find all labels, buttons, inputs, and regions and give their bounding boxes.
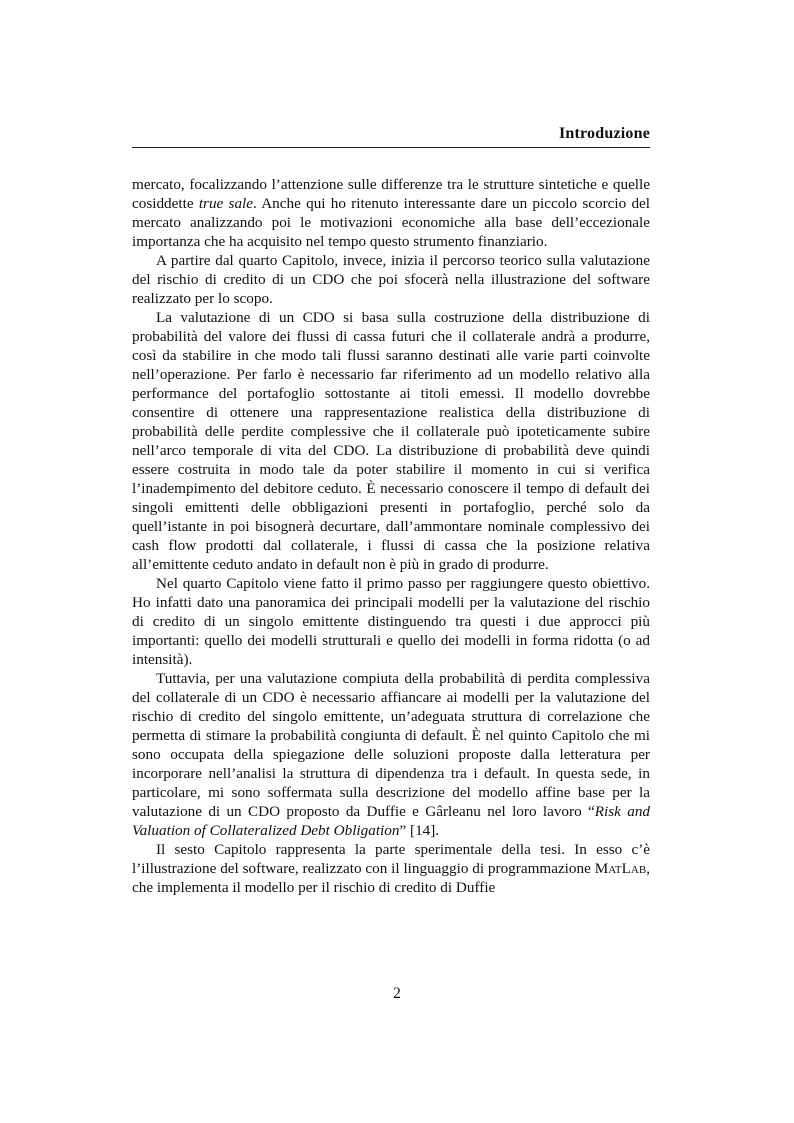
paragraph-2: A partire dal quarto Capitolo, invece, inizia il percorso teorico sulla valutazione del rischio di credito di un CDO che poi sfocerà nella illustrazione del software realizzato per lo scopo.	[132, 252, 650, 307]
chapter-title: Introduzione	[558, 125, 650, 142]
paragraph-5	[132, 669, 650, 840]
paragraph-1	[132, 175, 650, 251]
paragraph-6-text-a: Il sesto Capitolo rappresenta la parte sperimentale della tesi. In esso c’è l’illustrazione del software, realizzato con il linguaggio di programmazione	[132, 841, 650, 877]
paragraph-5-text-b: ” [14].	[399, 822, 440, 839]
paragraph-5-citation-title: Risk and Valuation of Collateralized Debt Obligation	[132, 803, 651, 839]
page-number: 2	[393, 985, 401, 1002]
paragraph-6	[132, 840, 650, 897]
paragraph-6-text-b: , che implementa il modello per il rischio di credito di Duffie	[132, 860, 650, 896]
paragraph-1-text-a: mercato, focalizzando l’attenzione sulle differenze tra le strutture sintetiche e quelle cosiddette	[132, 176, 650, 212]
running-header	[132, 125, 650, 148]
paragraph-6-software-name: MatLab	[594, 860, 647, 877]
paragraph-5-text-a: Tuttavia, per una valutazione compiuta della probabilità di perdita complessiva del collaterale di un CDO è necessario affiancare ai modelli per la valutazione del rischio di credito del singolo emittente, un’adeguata struttura di correlazione che permetta di stimare la probabilità congiunta di default. È nel quinto Capitolo che mi sono occupata della spiegazione delle soluzioni proposte dalla letteratura per incorporare nell’analisi la struttura di dipendenza tra i default. In questa sede, in particolare, mi sono soffermata sulla descrizione del modello affine base per la valutazione di un CDO proposto da Duffie e Gârleanu nel loro lavoro “	[132, 670, 650, 820]
page-body	[132, 175, 650, 897]
paragraph-1-text-b: . Anche qui ho ritenuto interessante dare un piccolo scorcio del mercato analizzando poi le motivazioni economiche alla base dell’eccezionale importanza che ha acquisito nel tempo questo strumento finanziario.	[132, 195, 651, 250]
paragraph-3: La valutazione di un CDO si basa sulla costruzione della distribuzione di probabilità del valore dei flussi di cassa futuri che il collaterale andrà a produrre, così da stabilire in che modo tali flussi saranno destinati alle varie parti coinvolte nell’operazione. Per farlo è necessario far riferimento ad un modello relativo alla performance del portafoglio sottostante ai titoli emessi. Il modello dovrebbe consentire di ottenere una rappresentazione realistica della distribuzione di probabilità delle perdite complessive che il collaterale può ipoteticamente subire nell’arco temporale di vita del CDO. La distribuzione di probabilità deve quindi essere costruita in modo tale da poter stabilire il momento in cui si verifica l’inadempimento del debitore ceduto. È necessario conoscere il tempo di default dei singoli emittenti delle obbligazioni presenti in portafoglio, perché solo da quell’istante in poi bisognerà decurtare, dall’ammontare nominale complessivo dei cash flow prodotti dal collaterale, i flussi di cassa che la posizione relativa all’emittente ceduto andato in default non è più in grado di produrre.	[132, 309, 650, 573]
paragraph-1-emphasis: true sale	[198, 195, 254, 212]
paragraph-4: Nel quarto Capitolo viene fatto il primo passo per raggiungere questo obiettivo. Ho infatti dato una panoramica dei principali modelli per la valutazione del rischio di credito di un singolo emittente distinguendo tra questi i due approcci più importanti: quello dei modelli strutturali e quello dei modelli in forma ridotta (o ad intensità).	[132, 575, 650, 668]
